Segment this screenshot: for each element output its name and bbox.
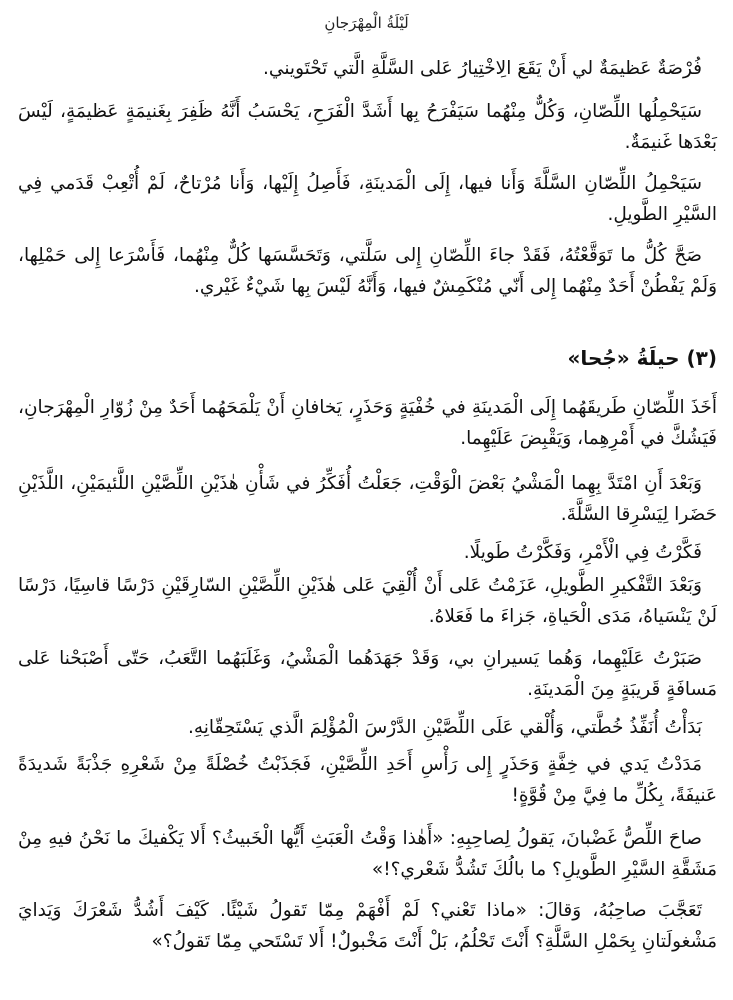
paragraph-10: بَدَأْتُ أُنَفِّذُ خُطَّتي، وَأُلْقي عَلَى اللِّصَّيْنِ الدَّرْسَ الْمُؤْلِمَ الَّذي يَسْتَحِقّانِهِ.: [187, 717, 702, 738]
paragraph-5: أَخَذَ اللِّصّانِ طَريقَهُما إِلَى الْمَدينَةِ في خُفْيَةٍ وَحَذَرٍ، يَخافانِ أَنْ يَلْمَحَهُما أَحَدٌ مِنْ زُوّارِ الْمِهْرَجانِ، فَيَشُكَّ في أَمْرِهِما، وَيَقْبِضَ عَلَيْهِما.: [18, 397, 717, 449]
section-heading: (٣) حيلَةُ «جُحا»: [567, 346, 717, 370]
paragraph-6: وَبَعْدَ أَنِ امْتَدَّ بِهِما الْمَشْيُ بَعْضَ الْوَقْتِ، جَعَلْتُ أُفَكِّرُ في شَأْنِ هٰذَيْنِ اللِّصَّيْنِ اللَّئيمَيْنِ، اللَّذَيْنِ حَضَرا لِيَسْرِقا السَّلَّةَ.: [18, 473, 717, 525]
paragraph-7: فَكَّرْتُ فِي الْأَمْرِ، وَفَكَّرْتُ طَويلًا.: [463, 542, 702, 563]
running-header-title: لَيْلَةُ الْمِهْرَجانِ: [324, 14, 409, 32]
paragraph-13: تَعَجَّبَ صاحِبُهُ، وَقالَ: «ماذا تَعْني؟ لَمْ أَفْهَمْ مِمّا تَقولُ شَيْئًا. كَيْفَ أَشُدُّ شَعْرَكَ وَيَدايَ مَشْغولَتانِ بِحَمْلِ السَّلَّةِ؟ أَنْتَ تَحْلُمُ، بَلْ أَنْتَ مَخْبولٌ! أَلا تَسْتَحي مِمّا تَقولُ؟»: [18, 900, 717, 952]
paragraph-4: صَحَّ كُلُّ ما تَوَقَّعْتُهُ، فَقَدْ جاءَ اللِّصّانِ إِلى سَلَّتي، وَتَحَسَّسَها كُلٌّ مِنْهُما، فَأَسْرَعا إِلى حَمْلِها، وَلَمْ يَفْطُنْ أَحَدٌ مِنْهُما إِلى أَنّي مُنْكَمِشٌ فيها، وَأَنَّهُ لَيْسَ بِها شَيْءٌ غَيْري.: [18, 245, 717, 297]
paragraph-9: صَبَرْتُ عَلَيْهِما، وَهُما يَسيرانِ بي، وَقَدْ جَهَدَهُما الْمَشْيُ، وَغَلَبَهُما التَّعَبُ، حَتّى أَصْبَحْنا عَلى مَسافَةٍ قَريبَةٍ مِنَ الْمَدينَةِ.: [18, 648, 717, 700]
paragraph-11: مَدَدْتُ يَدي في خِفَّةٍ وَحَذَرٍ إِلى رَأْسِ أَحَدِ اللِّصَّيْنِ، فَجَذَبْتُ خُصْلَةً مِنْ شَعْرِهِ جَذْبَةً شَديدَةً عَنيفَةً، بِكُلِّ ما فِيَّ مِنْ قُوَّةٍ!: [18, 754, 717, 806]
paragraph-2: سَيَحْمِلُها اللِّصّانِ، وَكُلٌّ مِنْهُما سَيَفْرَحُ بِها أَشَدَّ الْفَرَحِ، يَحْسَبُ أَنَّهُ ظَفِرَ بِغَنيمَةٍ عَظيمَةٍ، لَيْسَ بَعْدَها غَنيمَةٌ.: [18, 101, 717, 153]
paragraph-3: سَيَحْمِلُ اللِّصّانِ السَّلَّةَ وَأَنا فيها، إِلَى الْمَدينَةِ، فَأَصِلُ إِلَيْها، وَأَنا مُرْتاحٌ، لَمْ أُتْعِبْ قَدَمي فِي السَّيْرِ الطَّويلِ.: [18, 173, 717, 225]
paragraph-8: وَبَعْدَ التَّفْكيرِ الطَّويلِ، عَزَمْتُ عَلى أَنْ أُلْقِيَ عَلى هٰذَيْنِ اللِّصَّيْنِ السّارِقَيْنِ دَرْسًا قاسِيًا، دَرْسًا لَنْ يَنْسَياهُ، مَدَى الْحَياةِ، جَزاءَ ما فَعَلاهُ.: [18, 575, 717, 627]
paragraph-1: فُرْصَةٌ عَظيمَةٌ لي أَنْ يَقَعَ الِاخْتِيارُ عَلى السَّلَّةِ الَّتي تَحْتَويني.: [263, 58, 702, 79]
paragraph-12: صاحَ اللِّصُّ غَضْبانَ، يَقولُ لِصاحِبِهِ: «أَهٰذا وَقْتُ الْعَبَثِ أَيُّها الْخَبيثُ؟ أَلا يَكْفيكَ ما نَحْنُ فيهِ مِنْ مَشَقَّةِ السَّيْرِ الطَّويلِ؟ ما بالُكَ تَشُدُّ شَعْري؟!»: [18, 828, 717, 880]
